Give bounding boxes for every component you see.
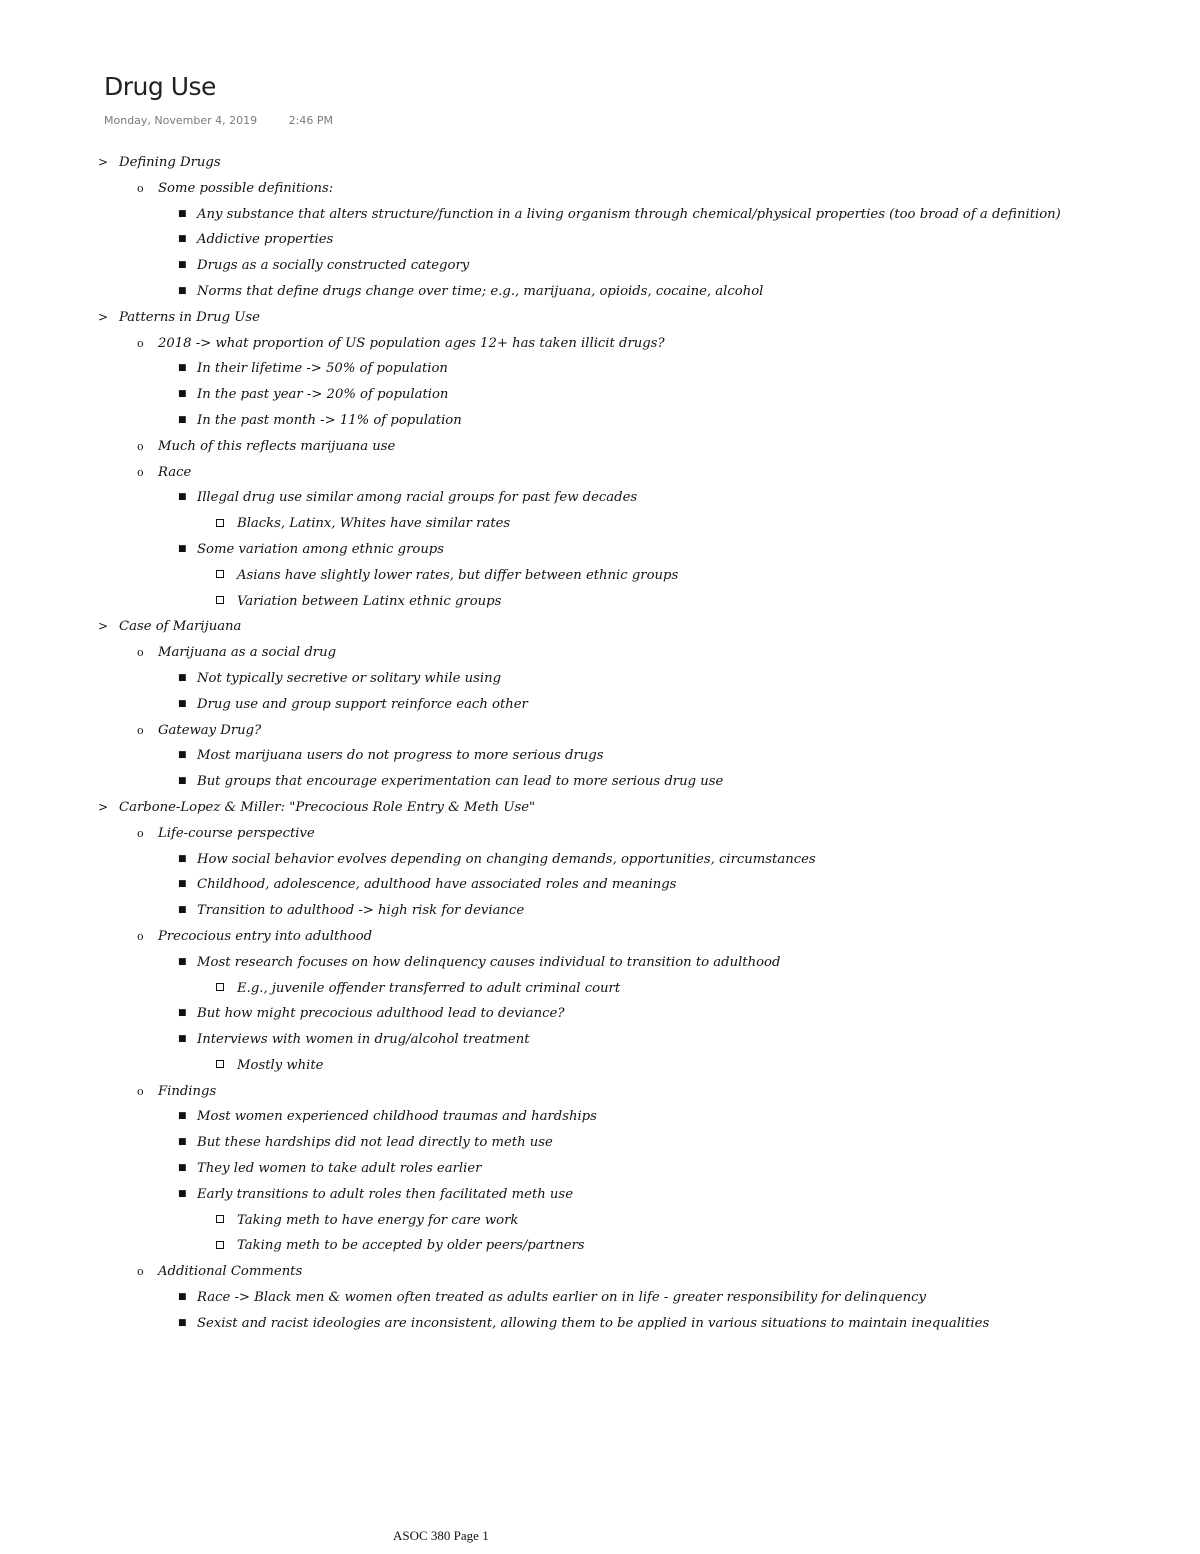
outline-item-text: Sexist and racist ideologies are inconsistent, allowing them to be applied in various situations to maintain inequalities	[197, 1315, 990, 1331]
outline-item-level-4	[0, 563, 1200, 589]
hollow-square-bullet-icon	[216, 976, 224, 1002]
outline-item-level-3	[0, 898, 1200, 924]
outline-item-text: Addictive properties	[197, 232, 334, 248]
hollow-square-bullet-icon	[216, 1208, 224, 1234]
outline-item-level-2	[0, 924, 1200, 950]
outline-item-level-3	[0, 1104, 1200, 1130]
square-bullet-icon: ■	[178, 1163, 187, 1174]
outline-item-level-2	[0, 718, 1200, 744]
outline-item-text: Most women experienced childhood traumas and hardships	[197, 1109, 597, 1125]
page-time: 2:46 PM	[288, 114, 333, 127]
outline-item-text: How social behavior evolves depending on changing demands, opportunities, circumstances	[197, 851, 816, 867]
outline-item-text: Precocious entry into adulthood	[158, 928, 373, 944]
hollow-square-bullet-icon	[216, 563, 224, 589]
outline-item-text: Case of Marijuana	[119, 619, 242, 635]
circle-bullet-icon: o	[137, 1084, 144, 1098]
outline-item-text: Drug use and group support reinforce each other	[197, 696, 528, 712]
outline-item-text: Carbone-Lopez & Miller: "Precocious Role Entry & Meth Use"	[119, 799, 536, 815]
outline-item-level-2	[0, 331, 1200, 357]
outline-item-text: But these hardships did not lead directly to meth use	[197, 1135, 553, 1151]
outline-item-level-3	[0, 1001, 1200, 1027]
outline-item-text: Transition to adulthood -> high risk for deviance	[197, 903, 525, 919]
outline-item-level-3	[0, 692, 1200, 718]
outline-item-level-3	[0, 872, 1200, 898]
outline-item-level-3	[0, 382, 1200, 408]
outline-item-text: Asians have slightly lower rates, but differ between ethnic groups	[237, 567, 679, 583]
square-bullet-icon: ■	[178, 879, 187, 890]
outline-item-text: Some variation among ethnic groups	[197, 541, 445, 557]
outline-item-text: Mostly white	[237, 1057, 324, 1073]
page-date: Monday, November 4, 2019	[104, 114, 258, 127]
hollow-square-bullet-icon	[216, 1233, 224, 1259]
outline-item-text: E.g., juvenile offender transferred to adult criminal court	[237, 980, 621, 996]
circle-bullet-icon: o	[137, 439, 144, 453]
outline-item-text: Defining Drugs	[119, 155, 221, 170]
square-bullet-icon: ■	[178, 956, 187, 967]
arrow-bullet-icon: >	[98, 619, 109, 634]
outline-item-level-3	[0, 1027, 1200, 1053]
outline-item-level-2	[0, 434, 1200, 460]
outline-item-level-1	[0, 795, 1200, 821]
circle-bullet-icon: o	[137, 929, 144, 943]
square-bullet-icon: ■	[178, 672, 187, 683]
arrow-bullet-icon: >	[98, 799, 109, 814]
page-title: Drug Use	[104, 72, 216, 101]
square-bullet-icon: ■	[178, 698, 187, 709]
outline-item-text: Findings	[158, 1083, 217, 1099]
hollow-square-bullet-icon	[216, 1053, 224, 1079]
outline-item-text: Race -> Black men & women often treated as adults earlier on in life - greater responsibility for delinquency	[197, 1290, 926, 1306]
square-bullet-icon: ■	[178, 363, 187, 374]
outline-item-level-2	[0, 1079, 1200, 1105]
notes-outline	[0, 150, 1200, 1337]
outline-item-text: Life-course perspective	[158, 825, 315, 841]
square-bullet-icon: ■	[178, 750, 187, 761]
outline-item-level-4	[0, 1208, 1200, 1234]
outline-item-level-3	[0, 253, 1200, 279]
square-bullet-icon: ■	[178, 905, 187, 916]
outline-item-level-3	[0, 666, 1200, 692]
square-bullet-icon: ■	[178, 1317, 187, 1328]
outline-item-level-2	[0, 460, 1200, 486]
outline-item-level-1	[0, 614, 1200, 640]
outline-item-level-3	[0, 356, 1200, 382]
outline-item-level-3	[0, 279, 1200, 305]
circle-bullet-icon: o	[137, 1265, 144, 1279]
arrow-bullet-icon: >	[98, 309, 109, 324]
square-bullet-icon: ■	[178, 1137, 187, 1148]
square-bullet-icon: ■	[178, 1111, 187, 1122]
square-bullet-icon: ■	[178, 234, 187, 245]
square-bullet-icon: ■	[178, 853, 187, 864]
outline-item-level-3	[0, 485, 1200, 511]
outline-item-text: Childhood, adolescence, adulthood have associated roles and meanings	[197, 877, 677, 893]
square-bullet-icon: ■	[178, 776, 187, 787]
arrow-bullet-icon: >	[98, 155, 109, 169]
outline-item-text: Early transitions to adult roles then facilitated meth use	[197, 1186, 573, 1202]
outline-item-level-3	[0, 408, 1200, 434]
outline-item-level-1	[0, 150, 1200, 176]
outline-item-level-3	[0, 847, 1200, 873]
outline-item-text: In the past year -> 20% of population	[197, 387, 449, 403]
outline-item-level-3	[0, 1311, 1200, 1337]
outline-item-level-3	[0, 769, 1200, 795]
outline-item-level-3	[0, 1285, 1200, 1311]
square-bullet-icon: ■	[178, 492, 187, 503]
outline-item-text: But groups that encourage experimentation can lead to more serious drug use	[197, 774, 724, 790]
outline-item-level-4	[0, 511, 1200, 537]
outline-item-text: Taking meth to have energy for care work	[237, 1212, 519, 1228]
outline-item-level-3	[0, 1156, 1200, 1182]
outline-item-level-2	[0, 821, 1200, 847]
page-footer: ASOC 380 Page 1	[393, 1528, 489, 1543]
outline-item-text: They led women to take adult roles earlier	[197, 1161, 482, 1177]
outline-item-text: Variation between Latinx ethnic groups	[237, 593, 502, 609]
outline-item-level-2	[0, 176, 1200, 202]
outline-item-text: 2018 -> what proportion of US population ages 12+ has taken illicit drugs?	[158, 335, 665, 351]
outline-item-text: In their lifetime -> 50% of population	[197, 361, 448, 377]
outline-item-text: Blacks, Latinx, Whites have similar rates	[237, 516, 511, 532]
square-bullet-icon: ■	[178, 414, 187, 425]
outline-item-level-3	[0, 950, 1200, 976]
outline-item-text: Marijuana as a social drug	[158, 645, 337, 661]
outline-item-level-4	[0, 976, 1200, 1002]
outline-item-text: Patterns in Drug Use	[119, 309, 260, 325]
outline-item-text: Most research focuses on how delinquency causes individual to transition to adulthood	[197, 954, 781, 970]
circle-bullet-icon: o	[137, 723, 144, 737]
outline-item-text: Norms that define drugs change over time; e.g., marijuana, opioids, cocaine, alcohol	[197, 283, 764, 299]
circle-bullet-icon: o	[137, 181, 144, 195]
square-bullet-icon: ■	[178, 285, 187, 296]
outline-item-level-3	[0, 202, 1200, 228]
outline-item-text: Illegal drug use similar among racial groups for past few decades	[197, 490, 638, 506]
outline-item-text: Much of this reflects marijuana use	[158, 438, 396, 454]
circle-bullet-icon: o	[137, 336, 144, 350]
outline-item-text: Gateway Drug?	[158, 722, 262, 738]
outline-item-text: But how might precocious adulthood lead to deviance?	[197, 1006, 565, 1022]
square-bullet-icon: ■	[178, 543, 187, 554]
circle-bullet-icon: o	[137, 826, 144, 840]
outline-item-level-3	[0, 537, 1200, 563]
page-timestamp	[104, 114, 333, 127]
outline-item-level-1	[0, 305, 1200, 331]
outline-item-level-3	[0, 1182, 1200, 1208]
outline-item-text: Not typically secretive or solitary while using	[197, 670, 502, 686]
outline-item-text: Taking meth to be accepted by older peers/partners	[237, 1238, 585, 1254]
outline-item-level-3	[0, 1130, 1200, 1156]
outline-item-text: Any substance that alters structure/function in a living organism through chemical/physical properties (too broad of a definition)	[197, 206, 1061, 222]
square-bullet-icon: ■	[178, 1034, 187, 1045]
square-bullet-icon: ■	[178, 260, 187, 271]
square-bullet-icon: ■	[178, 389, 187, 400]
square-bullet-icon: ■	[178, 208, 187, 219]
outline-item-text: Interviews with women in drug/alcohol treatment	[197, 1032, 530, 1048]
outline-item-text: Some possible definitions:	[158, 180, 334, 196]
hollow-square-bullet-icon	[216, 589, 224, 615]
square-bullet-icon: ■	[178, 1292, 187, 1303]
outline-item-level-4	[0, 1053, 1200, 1079]
outline-item-text: In the past month -> 11% of population	[197, 412, 462, 428]
outline-item-text: Race	[158, 464, 192, 480]
outline-item-level-3	[0, 743, 1200, 769]
hollow-square-bullet-icon	[216, 511, 224, 537]
square-bullet-icon: ■	[178, 1188, 187, 1199]
outline-item-level-3	[0, 227, 1200, 253]
outline-item-level-2	[0, 640, 1200, 666]
outline-item-level-4	[0, 1233, 1200, 1259]
circle-bullet-icon: o	[137, 646, 144, 660]
outline-item-text: Drugs as a socially constructed category	[197, 258, 470, 274]
circle-bullet-icon: o	[137, 465, 144, 479]
outline-item-level-2	[0, 1259, 1200, 1285]
outline-item-level-4	[0, 589, 1200, 615]
outline-item-text: Additional Comments	[158, 1264, 303, 1280]
outline-item-text: Most marijuana users do not progress to more serious drugs	[197, 748, 604, 764]
square-bullet-icon: ■	[178, 1008, 187, 1019]
